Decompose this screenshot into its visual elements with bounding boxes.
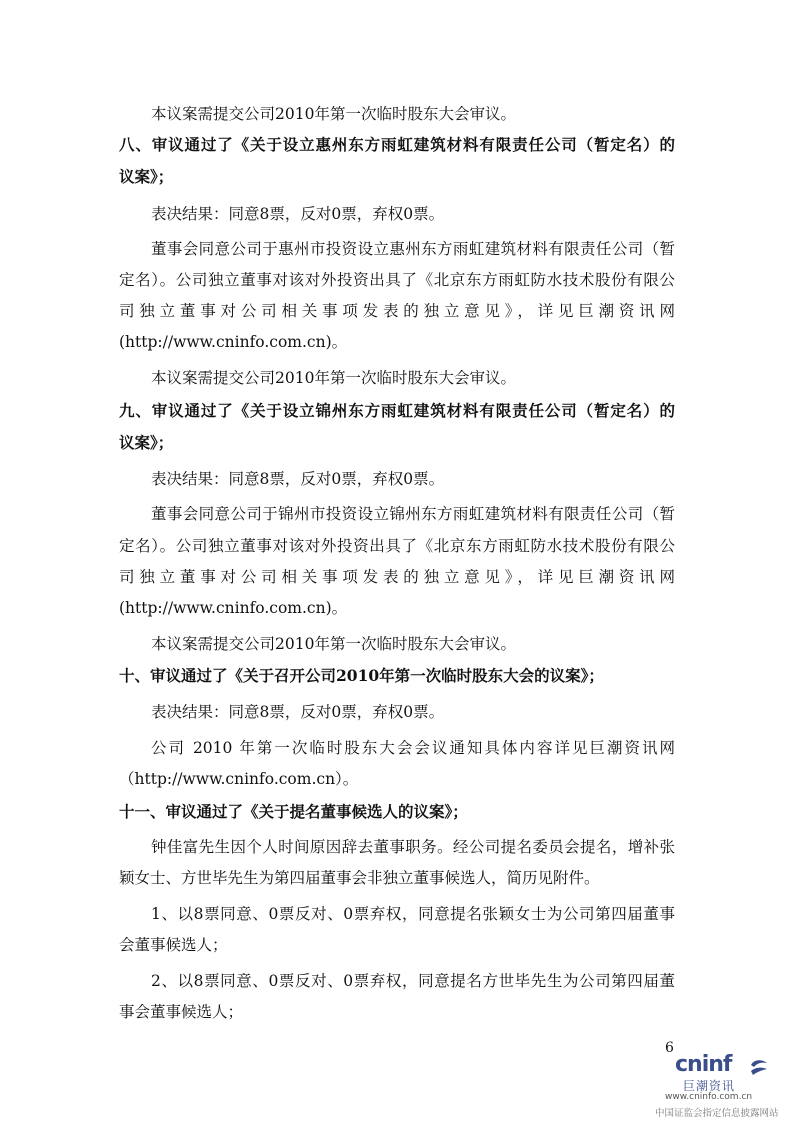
paragraph-line: 董事会同意公司于惠州市投资设立惠州东方雨虹建筑材料有限责任公司（暂 [151, 240, 675, 258]
paragraph-line: 本议案需提交公司2010年第一次临时股东大会审议。 [151, 369, 516, 387]
section-heading: 十一、审议通过了《关于提名董事候选人的议案》； [119, 802, 468, 821]
page-number: 6 [665, 1040, 674, 1056]
paragraph-line: 会董事候选人； [119, 936, 228, 954]
paragraph-line: 颖女士、方世毕先生为第四届董事会非独立董事候选人，简历见附件。 [119, 869, 600, 887]
paragraph-line: 事会董事候选人； [119, 1003, 244, 1021]
vote-result: 表决结果：同意8票，反对0票，弃权0票。 [151, 205, 445, 223]
paragraph-line: 1、以8票同意、0票反对、0票弃权，同意提名张颖女士为公司第四届董事 [151, 905, 675, 923]
section-heading: 九、审议通过了《关于设立锦州东方雨虹建筑材料有限责任公司（暂定名）的 [119, 401, 675, 420]
section-heading: 八、审议通过了《关于设立惠州东方雨虹建筑材料有限责任公司（暂定名）的 [119, 135, 675, 154]
section-heading: 十、审议通过了《关于召开公司2010年第一次临时股东大会的议案》； [119, 666, 604, 685]
url-text: （http://www.cninfo.com.cn）。 [119, 770, 359, 788]
section-heading: 议案》； [119, 433, 174, 452]
paragraph-line: 2、以8票同意、0票反对、0票弃权，同意提名方世毕先生为公司第四届董 [151, 972, 675, 990]
paragraph-line: 本议案需提交公司2010年第一次临时股东大会审议。 [151, 105, 516, 123]
paragraph-line: 定名）。公司独立董事对该对外投资出具了《北京东方雨虹防水技术股份有限公 [119, 271, 675, 289]
url-text: (http://www.cninfo.com.cn)。 [119, 599, 348, 617]
vote-result: 表决结果：同意8票，反对0票，弃权0票。 [151, 470, 445, 488]
section-heading: 议案》； [119, 167, 174, 186]
paragraph-line: 钟佳富先生因个人时间原因辞去董事职务。经公司提名委员会提名，增补张 [151, 838, 675, 856]
wave-icon [748, 1056, 770, 1078]
vote-result: 表决结果：同意8票，反对0票，弃权0票。 [151, 703, 445, 721]
paragraph-line: 定名）。公司独立董事对该对外投资出具了《北京东方雨虹防水技术股份有限公 [119, 537, 675, 555]
paragraph-line: 司独立董事对公司相关事项发表的独立意见》，详见巨潮资讯网 [119, 302, 675, 320]
logo-footer: 中国证监会指定信息披露网站 [655, 1108, 779, 1119]
paragraph-line: 董事会同意公司于锦州市投资设立锦州东方雨虹建筑材料有限责任公司（暂 [151, 505, 675, 523]
paragraph-line: 司独立董事对公司相关事项发表的独立意见》，详见巨潮资讯网 [119, 568, 675, 586]
paragraph-line: 公司 2010 年第一次临时股东大会会议通知具体内容详见巨潮资讯网 [151, 739, 675, 757]
logo-chinese-name: 巨潮资讯 [683, 1079, 736, 1093]
paragraph-line: 本议案需提交公司2010年第一次临时股东大会审议。 [151, 635, 516, 653]
logo-url: www.cninfo.com.cn [665, 1092, 753, 1102]
cninfo-logo [655, 1052, 791, 1120]
logo-wordmark: cninf [675, 1052, 732, 1077]
url-text: (http://www.cninfo.com.cn)。 [119, 333, 348, 351]
